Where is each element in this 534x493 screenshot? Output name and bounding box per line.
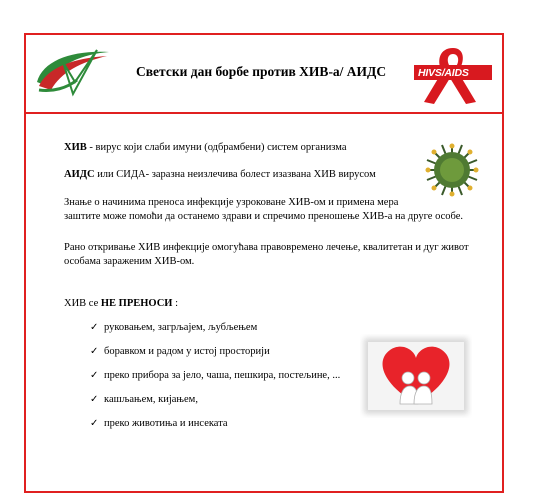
aids-definition-text: или СИДА- заразна неизлечива болест изазвана ХИВ вирусом — [94, 169, 376, 180]
hiv-definition-text: - вирус који слаби имуни (одбрамбени) систем организма — [86, 142, 347, 153]
not-transmitted-prefix: ХИВ се — [64, 298, 101, 309]
hiv-definition — [64, 141, 347, 155]
checkmark-icon: ✓ — [90, 418, 99, 429]
aids-definition — [64, 168, 376, 182]
early-detection-line-1: Рано откривање ХИВ инфекције омогућава правовремено лечење, квалитетан и дуг живот — [64, 242, 469, 253]
not-transmitted-emphasis: НЕ ПРЕНОСИ — [100, 298, 173, 309]
header-separator — [24, 112, 504, 114]
virus-icon — [424, 142, 480, 198]
list-item: ✓ кашљањем, кијањем, — [90, 394, 198, 405]
checkmark-icon: ✓ — [90, 322, 99, 333]
transmission-paragraph-line-1: Знање о начинима преноса инфекције узроковане ХИВ-ом и примена мера — [64, 197, 399, 208]
page-title: Светски дан борбе против ХИВ-а/ АИДС — [136, 64, 387, 79]
organization-logo — [33, 42, 113, 100]
early-detection-line-2: особама зараженим ХИВ-ом. — [64, 256, 195, 267]
list-item: ✓ преко прибора за јело, чаша, пешкира, постељине, ... — [90, 370, 341, 381]
transmission-paragraph-line-2: заштите може помоћи да останемо здрави и спречимо преношење ХИВ-а на друге особе. — [64, 211, 463, 222]
hiv-term: ХИВ — [64, 142, 87, 153]
aids-term: АИДС — [64, 169, 95, 180]
not-transmitted-suffix: : — [172, 298, 179, 309]
checkmark-icon: ✓ — [90, 394, 99, 405]
not-transmitted-heading — [64, 297, 178, 311]
list-item: ✓ боравком и радом у истој просторији — [90, 346, 270, 357]
checkmark-icon: ✓ — [90, 346, 99, 357]
list-item: ✓ руковањем, загрљајем, љубљењем — [90, 322, 258, 333]
list-item: ✓ преко животиња и инсеката — [90, 418, 228, 429]
checkmark-icon: ✓ — [90, 370, 99, 381]
heart-couple-image — [360, 334, 472, 418]
ribbon-label: HIVS/AIDS — [418, 67, 469, 79]
